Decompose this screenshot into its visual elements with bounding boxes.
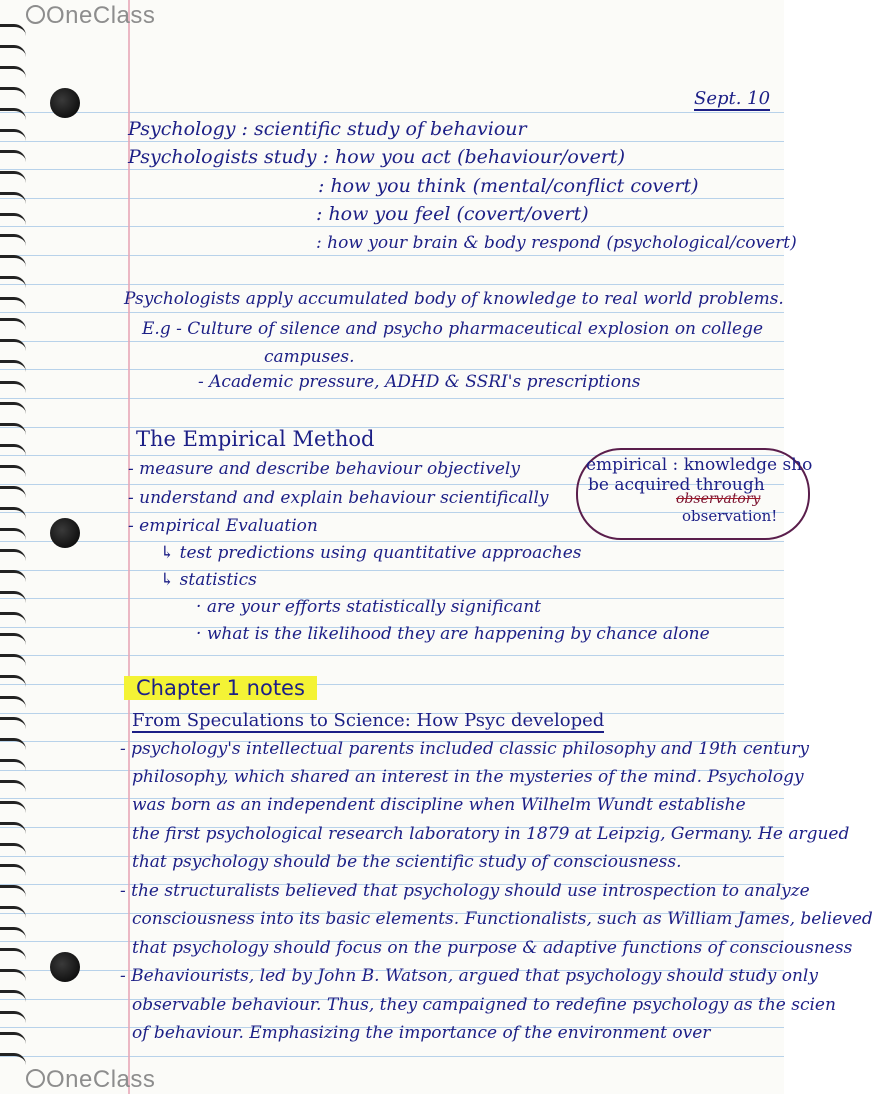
chapter-line-6: - the structuralists believed that psychology should use introspection to analyze — [120, 881, 810, 901]
spiral-ring — [0, 255, 26, 268]
brand-circle-icon — [26, 1069, 45, 1088]
empirical-bullet-1: · are your efforts statistically significant — [196, 597, 541, 617]
spiral-ring — [0, 129, 26, 142]
ruled-line — [0, 541, 784, 542]
spiral-ring — [0, 297, 26, 310]
spiral-ring — [0, 780, 26, 793]
spiral-ring — [0, 24, 26, 37]
spiral-ring — [0, 612, 26, 625]
spiral-ring — [0, 843, 26, 856]
ruled-line — [0, 1056, 784, 1057]
spiral-ring — [0, 948, 26, 961]
spiral-ring — [0, 591, 26, 604]
empirical-bullet-2: · what is the likelihood they are happening by chance alone — [196, 624, 710, 644]
empirical-item-1: - measure and describe behaviour objectively — [128, 459, 520, 479]
spiral-ring — [0, 150, 26, 163]
empirical-item-2: - understand and explain behaviour scientifically — [128, 488, 549, 508]
spiral-ring — [0, 318, 26, 331]
spiral-ring — [0, 885, 26, 898]
bubble-line-2: be acquired through — [588, 475, 765, 495]
spiral-ring — [0, 1053, 26, 1066]
example-line-1b: campuses. — [264, 347, 355, 367]
spiral-ring — [0, 1011, 26, 1024]
spiral-ring — [0, 66, 26, 79]
spiral-ring — [0, 801, 26, 814]
date-label: Sept. 10 — [694, 88, 771, 109]
spiral-ring — [0, 381, 26, 394]
spiral-ring — [0, 234, 26, 247]
spiral-ring — [0, 1032, 26, 1045]
ruled-line — [0, 255, 784, 256]
bubble-line-1: empirical : knowledge sho — [586, 455, 813, 475]
spiral-ring — [0, 87, 26, 100]
spiral-ring — [0, 927, 26, 940]
spiral-ring — [0, 171, 26, 184]
spiral-ring — [0, 108, 26, 121]
ruled-line — [0, 198, 784, 199]
ruled-line — [0, 141, 784, 142]
spiral-ring — [0, 528, 26, 541]
chapter-line-9: - Behaviourists, led by John B. Watson, argued that psychology should study only — [120, 966, 818, 986]
chapter-line-7: consciousness into its basic elements. Functionalists, such as William James, believed — [132, 909, 873, 929]
study-intro: Psychologists study : how you act (behaviour/overt) — [128, 146, 625, 168]
chapter-line-8: that psychology should focus on the purpose & adaptive functions of consciousness — [132, 938, 853, 958]
psychology-definition: Psychology : scientific study of behaviour — [128, 118, 527, 140]
chapter-line-5: that psychology should be the scientific study of consciousness. — [132, 852, 682, 872]
bubble-struck-word: observatory — [676, 491, 761, 507]
spiral-ring — [0, 759, 26, 772]
spiral-ring — [0, 486, 26, 499]
brand-circle-icon — [26, 5, 45, 24]
chapter-line-4: the first psychological research laboratory in 1879 at Leipzig, Germany. He argued — [132, 824, 850, 844]
ruled-line — [0, 226, 784, 227]
punch-hole-middle — [50, 518, 80, 548]
ruled-line — [0, 112, 784, 113]
spiral-ring — [0, 696, 26, 709]
spiral-ring — [0, 465, 26, 478]
spiral-ring — [0, 906, 26, 919]
brand-logo-bottom: OneClass — [26, 1066, 155, 1094]
spiral-ring — [0, 717, 26, 730]
empirical-title: The Empirical Method — [136, 427, 375, 451]
spiral-ring — [0, 633, 26, 646]
chapter-line-1: - psychology's intellectual parents included classic philosophy and 19th century — [120, 739, 810, 759]
study-item-feel: : how you feel (covert/overt) — [316, 203, 589, 225]
spiral-ring — [0, 360, 26, 373]
ruled-line — [0, 312, 784, 313]
ruled-line — [0, 684, 784, 685]
arrow-icon: ↳ — [160, 543, 180, 563]
ruled-line — [0, 655, 784, 656]
ruled-line — [0, 398, 784, 399]
example-line-2: - Academic pressure, ADHD & SSRI's prescriptions — [198, 372, 641, 392]
example-line-1: E.g - Culture of silence and psycho pharmaceutical explosion on college — [142, 319, 764, 339]
chapter-subheading: From Speculations to Science: How Psyc developed — [132, 710, 605, 731]
arrow-icon: ↳ — [160, 570, 180, 590]
punch-hole-bottom — [50, 952, 80, 982]
ruled-line — [0, 427, 784, 428]
study-item-body: : how your brain & body respond (psychological/covert) — [316, 233, 797, 253]
spiral-ring — [0, 402, 26, 415]
spiral-ring — [0, 864, 26, 877]
spiral-ring — [0, 990, 26, 1003]
ruled-line — [0, 341, 784, 342]
chapter-heading: Chapter 1 notes — [124, 676, 317, 700]
spiral-ring — [0, 549, 26, 562]
chapter-line-10: observable behaviour. Thus, they campaigned to redefine psychology as the scien — [132, 995, 836, 1015]
spiral-ring — [0, 444, 26, 457]
empirical-sub-2: ↳ statistics — [160, 570, 257, 590]
brand-logo-top: OneClass — [26, 2, 155, 30]
punch-hole-top — [50, 88, 80, 118]
chapter-line-11: of behaviour. Emphasizing the importance of the environment over — [132, 1023, 711, 1043]
spiral-ring — [0, 570, 26, 583]
spiral-ring — [0, 213, 26, 226]
ruled-line — [0, 284, 784, 285]
application-statement: Psychologists apply accumulated body of knowledge to real world problems. — [124, 289, 784, 309]
spiral-ring — [0, 507, 26, 520]
spiral-ring — [0, 423, 26, 436]
empirical-sub-1: ↳ test predictions using quantitative approaches — [160, 543, 582, 563]
ruled-line — [0, 169, 784, 170]
spiral-ring — [0, 192, 26, 205]
spiral-ring — [0, 822, 26, 835]
ruled-line — [0, 570, 784, 571]
spiral-ring — [0, 276, 26, 289]
study-item-think: : how you think (mental/conflict covert) — [318, 175, 699, 197]
ruled-line — [0, 369, 784, 370]
chapter-line-2: philosophy, which shared an interest in the mysteries of the mind. Psychology — [132, 767, 804, 787]
empirical-item-3: - empirical Evaluation — [128, 516, 318, 536]
spiral-ring — [0, 675, 26, 688]
spiral-ring — [0, 45, 26, 58]
chapter-line-3: was born as an independent discipline when Wilhelm Wundt establishe — [132, 795, 746, 815]
spiral-ring — [0, 738, 26, 751]
bubble-line-3: observation! — [682, 507, 778, 525]
